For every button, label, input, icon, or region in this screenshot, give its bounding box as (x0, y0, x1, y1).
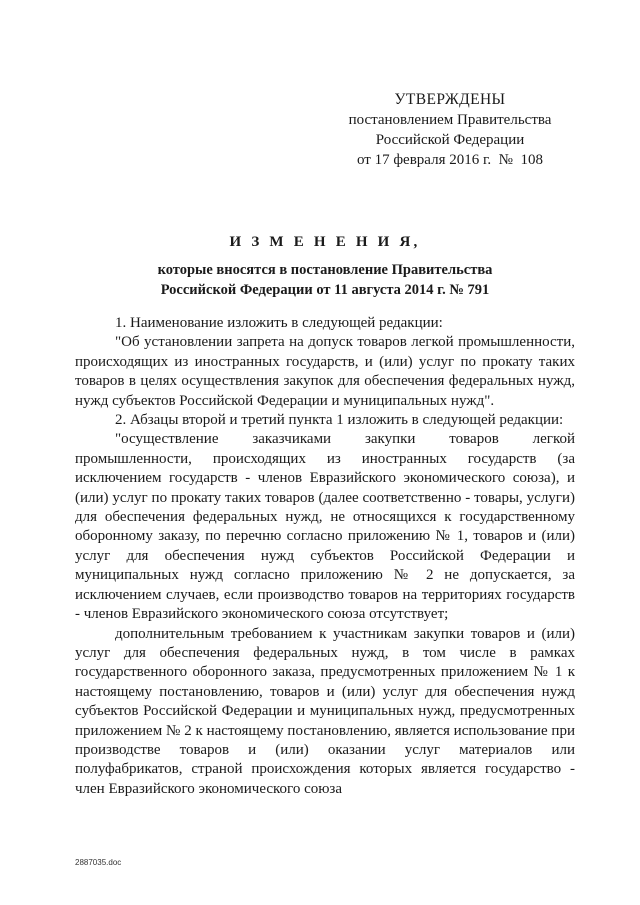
paragraph-5: дополнительным требованием к участникам закупки товаров и (или) услуг для обеспечения федеральных нужд, в том числе в рамках государственного оборонного заказа, предусмотренных приложением № 1 к настоящему постановлению, товаров и (или) услуг для обеспечения нужд субъектов Российской Федерации и муниципальных нужд, предусмотренных приложением № 2 к настоящему постановлению, является использование при производстве товаров и (или) оказании услуг материалов или полуфабрикатов, страной происхождения которых является государство - член Евразийского экономического союза (75, 625, 575, 797)
document-subtitle-line-2: Российской Федерации от 11 августа 2014 г. № 791 (160, 282, 490, 298)
approval-decree-line: постановлением Правительства (348, 112, 552, 128)
document-body (75, 314, 575, 799)
approval-title: УТВЕРЖДЕНЫ (394, 91, 506, 108)
paragraph-4: "осуществление заказчиками закупки товаров легкой промышленности, происходящих из иностранных государств (за исключением государств - членов Евразийского экономического союза), и (или) услуг по прокату таких товаров (далее соответственно - товары, услуги) для обеспечения федеральных нужд, не относящихся к государственному оборонному заказу, по перечню согласно приложению № 1, товаров и (или) услуг для обеспечения нужд субъектов Российской Федерации и муниципальных нужд согласно приложению № 2 не допускается, за исключением случаев, если производство товаров на территориях государств - членов Евразийского экономического союза отсутствует; (75, 431, 575, 623)
document-title: И З М Е Н Е Н И Я, (229, 234, 421, 250)
file-code: 2887035.doc (75, 858, 122, 867)
document-subtitle (75, 260, 575, 300)
paragraph-1: 1. Наименование изложить в следующей редакции: (115, 315, 443, 331)
approval-date-number: от 17 февраля 2016 г. № 108 (356, 152, 543, 168)
paragraph-2: "Об установлении запрета на допуск товаров легкой промышленности, происходящих из иностранных государств, и (или) услуг по прокату таких товаров в целях осуществления закупок для обеспечения федеральных нужд, нужд субъектов Российской Федерации и муниципальных нужд". (75, 334, 575, 409)
paragraph-3: 2. Абзацы второй и третий пункта 1 изложить в следующей редакции: (115, 412, 564, 429)
document-subtitle-line-1: которые вносятся в постановление Правительства (157, 262, 493, 278)
approval-block (330, 90, 570, 170)
approval-government-line: Российской Федерации (375, 132, 525, 148)
